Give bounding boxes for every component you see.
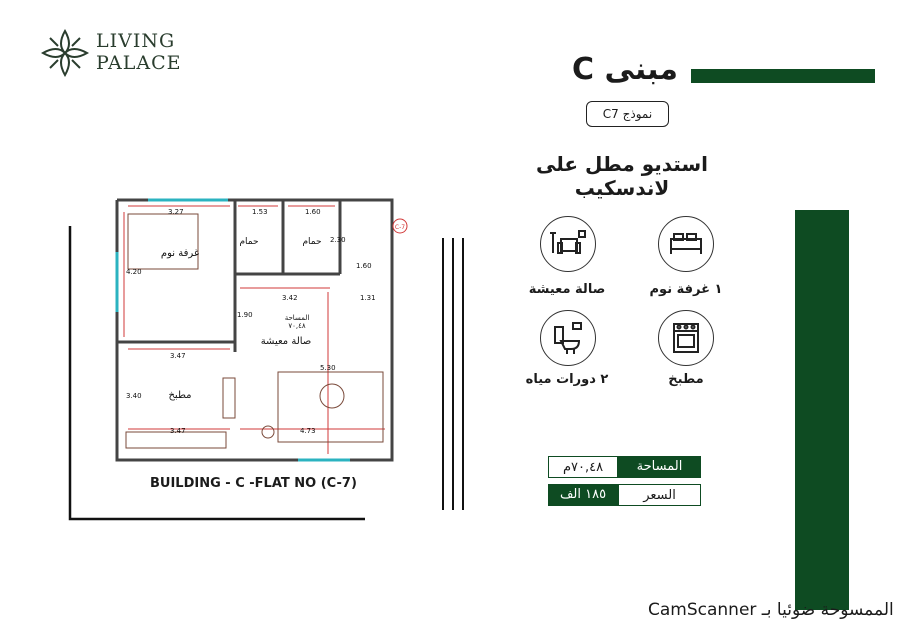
logo-icon (40, 28, 90, 78)
spec-label-area: المساحة (618, 456, 701, 478)
specs-table (548, 456, 701, 506)
dim-label: 4.20 (126, 268, 142, 276)
divider-line (442, 238, 444, 510)
bed-outline (128, 214, 198, 269)
room-label-kitchen: مطبخ (168, 390, 192, 401)
bed-icon (658, 216, 714, 272)
dim-label: 1.60 (305, 208, 321, 216)
room-label-living: صالة معيشة (260, 336, 312, 347)
brand-name (96, 30, 182, 74)
feature-label-toilets: ٢ دورات مياه (525, 372, 609, 387)
room-label-bedroom: غرفة نوم (160, 248, 200, 259)
side-accent-bar (795, 210, 849, 610)
dim-label: 1.60 (356, 262, 372, 270)
toilet-outline (262, 426, 274, 438)
dim-label: 3.40 (126, 392, 142, 400)
island-outline (223, 378, 235, 418)
room-label-bath-1: حمام (239, 237, 259, 247)
model-badge: نموذج C7 (586, 101, 669, 127)
dim-label: 1.53 (252, 208, 268, 216)
divider-line (452, 238, 454, 510)
spec-row-area (548, 456, 701, 478)
dim-label: 1.31 (360, 294, 376, 302)
dim-label: 3.47 (170, 427, 186, 435)
stove-icon (658, 310, 714, 366)
brand-line1: LIVING (96, 30, 176, 52)
unit-door-label: C-7 (394, 224, 406, 231)
sofa-outline (278, 372, 383, 442)
dim-label: 1.90 (237, 311, 253, 319)
building-title: مبنى C (572, 52, 678, 87)
toilet-icon (540, 310, 596, 366)
dim-label: 3.47 (170, 352, 186, 360)
dim-label: 2.30 (330, 236, 346, 244)
brand-line2: PALACE (96, 52, 182, 74)
room-label-area-title: المساحة (284, 314, 310, 322)
spec-value-price: ١٨٥ الف (548, 484, 618, 506)
dim-label: 3.42 (282, 294, 298, 302)
title-accent-bar (691, 69, 875, 83)
divider-line (462, 238, 464, 510)
spec-row-price (548, 484, 701, 506)
table-outline (320, 384, 344, 408)
plan-caption: BUILDING - C -FLAT NO (C-7) (150, 476, 357, 491)
sofa-icon (540, 216, 596, 272)
spec-label-price: السعر (618, 484, 701, 506)
room-label-bath-2: حمام (302, 237, 322, 247)
dim-label: 5.30 (320, 364, 336, 372)
dim-label: 3.27 (168, 208, 184, 216)
feature-label-kitchen: مطبخ (668, 372, 704, 387)
dim-label: 4.73 (300, 427, 316, 435)
spec-value-area: ٧٠,٤٨م (548, 456, 618, 478)
feature-label-living: صالة معيشة (528, 282, 606, 297)
room-label-area-value: ٧٠,٤٨ (288, 322, 306, 330)
unit-subtitle: استديو مطل على لاندسكيب (536, 152, 708, 200)
scanner-watermark: الممسوحة ضوئيا بـ CamScanner (648, 600, 894, 620)
feature-label-bedroom: ١ غرفة نوم (649, 282, 723, 297)
